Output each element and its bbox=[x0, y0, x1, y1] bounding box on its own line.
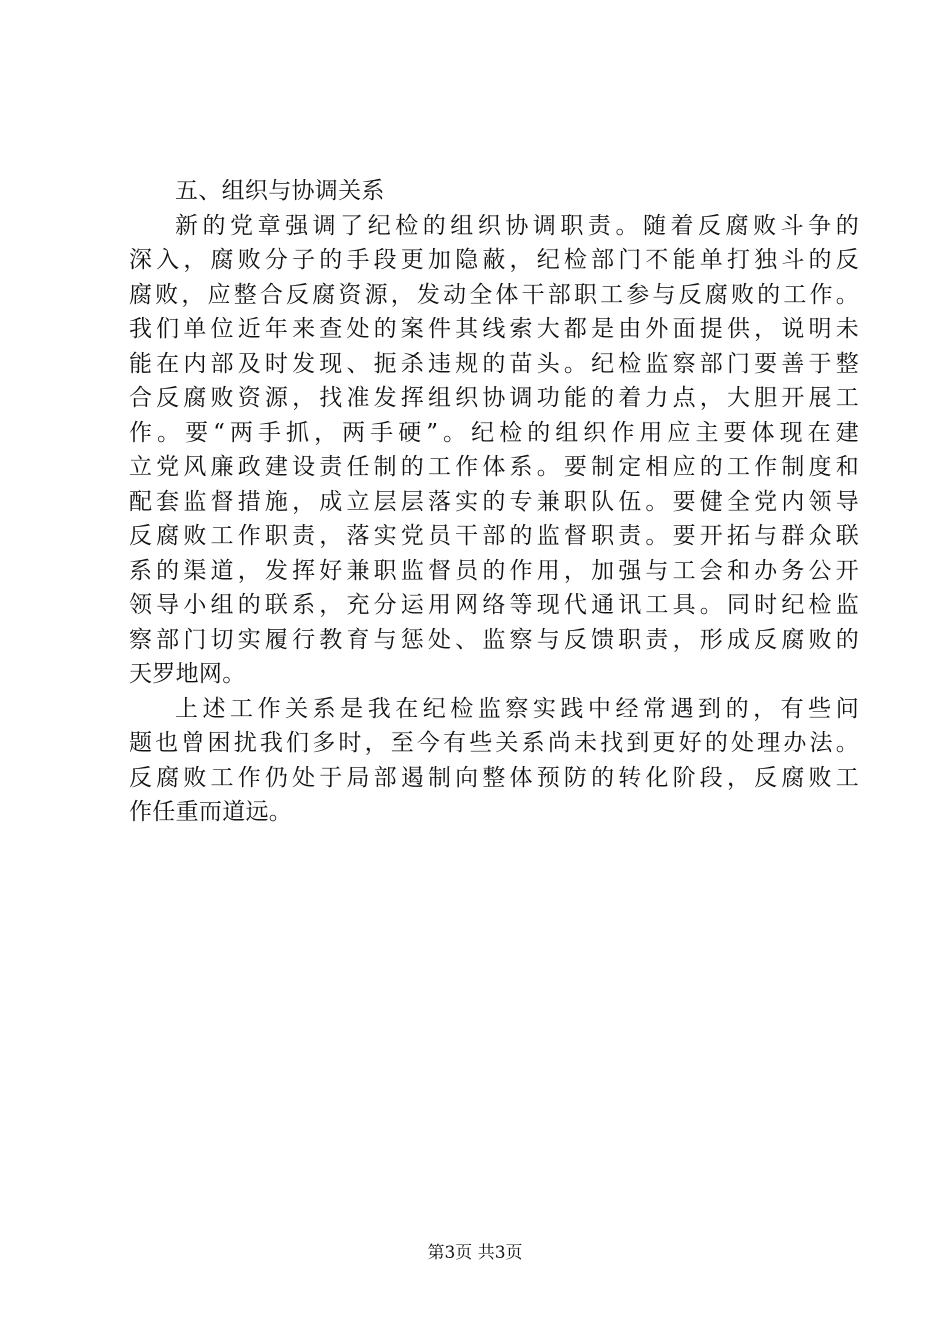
section-heading: 五、组织与协调关系 bbox=[175, 178, 385, 204]
paragraph-line: 天罗地网。 bbox=[129, 661, 246, 687]
paragraph-line: 立党风廉政建设责任制的工作体系。要制定相应的工作制度和 bbox=[129, 454, 859, 480]
paragraph-line: 我们单位近年来查处的案件其线索大都是由外面提供，说明未 bbox=[129, 316, 859, 342]
document-body bbox=[129, 174, 859, 830]
paragraph-line: 能在内部及时发现、扼杀违规的苗头。纪检监察部门要善于整 bbox=[129, 350, 859, 377]
paragraph-line: 题也曾困扰我们多时，至今有些关系尚未找到更好的处理办法。 bbox=[129, 730, 859, 756]
paragraph-line: 察部门切实履行教育与惩处、监察与反馈职责，形成反腐败的 bbox=[129, 626, 859, 653]
paragraph-line: 深入，腐败分子的手段更加隐蔽，纪检部门不能单打独斗的反 bbox=[129, 247, 859, 273]
paragraph-line: 配套监督措施，成立层层落实的专兼职队伍。要健全党内领导 bbox=[129, 488, 859, 515]
paragraph-line: 作。要“两手抓，两手硬”。纪检的组织作用应主要体现在建 bbox=[129, 419, 859, 446]
paragraph-line: 腐败，应整合反腐资源，发动全体干部职工参与反腐败的工作。 bbox=[129, 281, 859, 308]
paragraph-line: 作任重而道远。 bbox=[129, 799, 293, 825]
paragraph-line: 合反腐败资源，找准发挥组织协调功能的着力点，大胆开展工 bbox=[129, 385, 859, 411]
paragraph-line: 上述工作关系是我在纪检监察实践中经常遇到的，有些问 bbox=[175, 695, 859, 722]
paragraph-line: 领导小组的联系，充分运用网络等现代通讯工具。同时纪检监 bbox=[129, 592, 859, 618]
paragraph-line: 新的党章强调了纪检的组织协调职责。随着反腐败斗争的 bbox=[175, 212, 859, 239]
page-footer: 第3页 共3页 bbox=[427, 1243, 523, 1263]
paragraph-line: 反腐败工作职责，落实党员干部的监督职责。要开拓与群众联 bbox=[129, 523, 859, 549]
paragraph-line: 反腐败工作仍处于局部遏制向整体预防的转化阶段，反腐败工 bbox=[129, 764, 859, 791]
paragraph-line: 系的渠道，发挥好兼职监督员的作用，加强与工会和办务公开 bbox=[129, 557, 859, 584]
